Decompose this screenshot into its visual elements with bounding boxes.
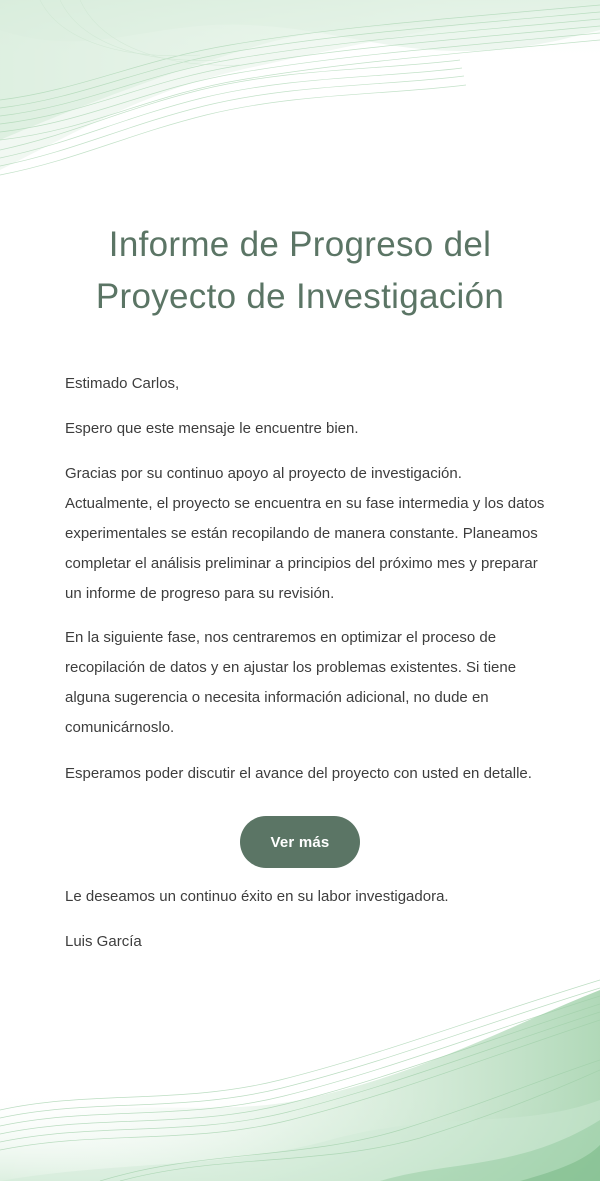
bottom-wave-decoration: [0, 970, 600, 1181]
opening-text: Espero que este mensaje le encuentre bien.: [65, 420, 359, 437]
email-title: [40, 219, 560, 323]
greeting-text: Estimado Carlos,: [65, 375, 180, 392]
closing-text: Le deseamos un continuo éxito en su labor investigadora.: [65, 888, 449, 905]
paragraph-next-phase: En la siguiente fase, nos centraremos en optimizar el proceso de recopilación de datos y en ajustar los problemas existentes. Si tiene alguna sugerencia o necesita información adicional, no dude en comunicárnoslo.: [65, 629, 517, 736]
paragraph-progress: Gracias por su continuo apoyo al proyecto de investigación. Actualmente, el proyecto se encuentra en su fase intermedia y los datos experimentales se están recopilando de manera constante. Planeamos completar el análisis preliminar a principios del próximo mes y preparar un informe de progreso para su revisión.: [65, 465, 545, 602]
signature: Luis García: [65, 933, 142, 950]
title-line-2: Proyecto de Investigación: [95, 277, 505, 316]
title-line-1: Informe de Progreso del: [108, 225, 492, 264]
top-wave-decoration: [0, 0, 600, 210]
see-more-button[interactable]: Ver más: [240, 816, 360, 868]
paragraph-discussion: Esperamos poder discutir el avance del proyecto con usted en detalle.: [65, 765, 532, 782]
